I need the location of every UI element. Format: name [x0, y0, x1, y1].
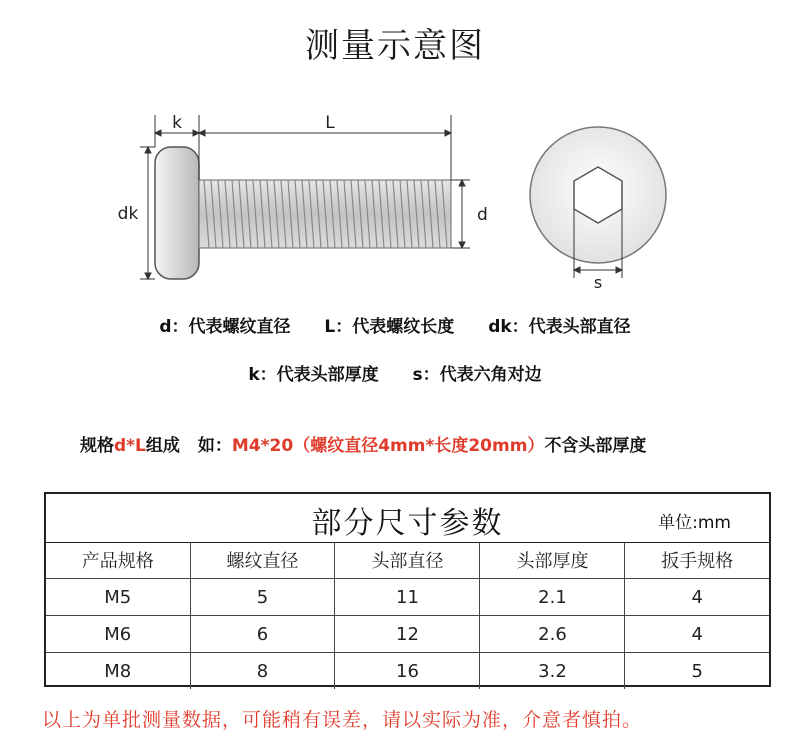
table-cell: 5	[625, 653, 769, 690]
table-cell: 2.1	[480, 579, 625, 616]
table-cell: 2.6	[480, 616, 625, 653]
table-title: 部分尺寸参数	[311, 506, 504, 541]
spec-line	[80, 431, 646, 456]
screw-measurement-diagram	[0, 95, 790, 300]
table-cell: 4	[625, 579, 769, 616]
disclaimer-note: 以上为单批测量数据，可能稍有误差，请以实际为准，介意者慎拍。	[42, 709, 643, 731]
header-cell: 螺纹直径	[190, 542, 335, 579]
legend-k: k：代表头部厚度	[248, 365, 379, 385]
table-cell: 4	[625, 616, 769, 653]
table-header-row	[46, 542, 769, 579]
spec-formula: d*L	[114, 436, 146, 456]
table-unit: 单位:mm	[658, 513, 731, 533]
table-cell: 11	[335, 579, 480, 616]
legend-row-2	[0, 360, 790, 385]
spec-example: M4*20（螺纹直径4mm*长度20mm）	[231, 436, 545, 456]
table-cell: 6	[190, 616, 335, 653]
header-cell: 产品规格	[46, 542, 190, 579]
label-L: L	[325, 113, 335, 133]
table-grid	[46, 542, 769, 689]
spec-prefix: 规格	[80, 436, 114, 456]
table-row	[46, 653, 769, 690]
dim-d	[451, 180, 470, 248]
table-cell: 5	[190, 579, 335, 616]
dim-dk	[140, 147, 155, 279]
screw-head	[155, 147, 199, 279]
table-cell: 12	[335, 616, 480, 653]
legend-dk: dk：代表头部直径	[488, 317, 631, 337]
spec-tail: 不含头部厚度	[544, 436, 647, 456]
legend-L: L：代表螺纹长度	[324, 317, 455, 337]
legend-row-1	[0, 312, 790, 337]
page-title: 测量示意图	[305, 26, 485, 66]
table-cell: 16	[335, 653, 480, 690]
label-k: k	[172, 113, 182, 133]
header-cell: 扳手规格	[625, 542, 769, 579]
spec-suffix: 组成	[145, 436, 180, 456]
table-cell: M8	[46, 653, 190, 690]
legend-s: s：代表六角对边	[412, 365, 542, 385]
legend-d: d：代表螺纹直径	[159, 317, 291, 337]
table-title-row	[46, 494, 769, 543]
label-d: d	[477, 205, 488, 225]
size-table	[44, 492, 771, 687]
table-cell: M6	[46, 616, 190, 653]
header-cell: 头部直径	[335, 542, 480, 579]
spec-example-label: 如：	[197, 436, 232, 456]
table-cell: M5	[46, 579, 190, 616]
label-s: s	[593, 273, 603, 292]
table-cell: 8	[190, 653, 335, 690]
label-dk: dk	[117, 204, 139, 224]
table-row	[46, 616, 769, 653]
table-cell: 3.2	[480, 653, 625, 690]
header-cell: 头部厚度	[480, 542, 625, 579]
table-row	[46, 579, 769, 616]
